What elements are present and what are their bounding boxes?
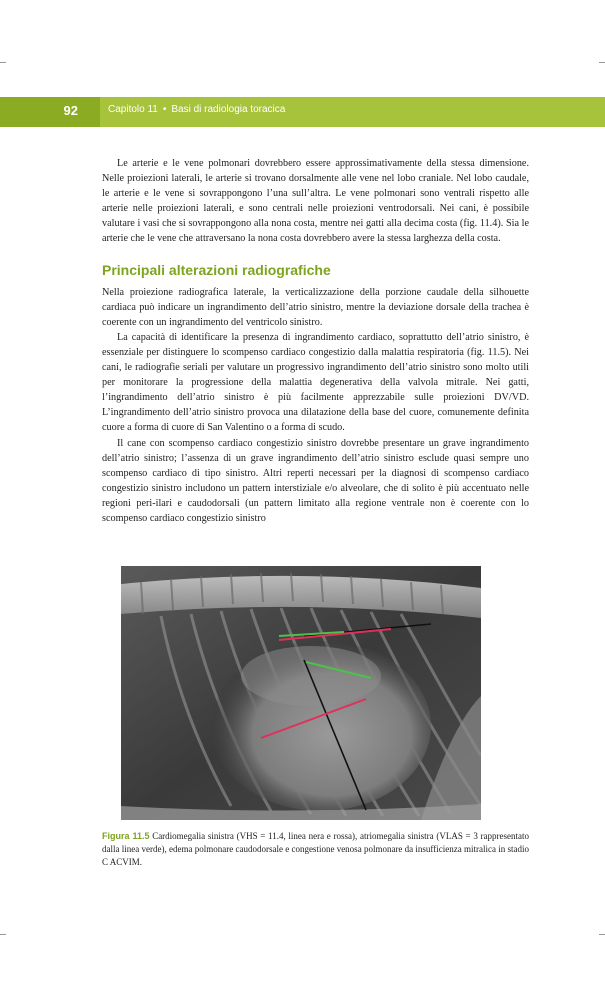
paragraph: La capacità di identificare la presenza di ingrandimento cardiaco, soprattutto dell’atrio sinistro, è essenziale per distinguere lo scompenso cardiaco congestizio dalla malattia respiratoria (fig. 11.5). Nei cani, le radiografie seriali per valutare un progressivo ingrandimento dell’atrio sinistro sono molto utili per monitorare la progressione della malattia degenerativa della valvola mitrale. Nei gatti, l’ingrandimento dell’atrio sinistro è più facilmente apprezzabile sulle proiezioni DV/VD. L’ingrandimento dell’atrio sinistro provoca una dilatazione della base del cuore, comunemente definita cuore a forma di cuore di San Valentino o a forma di scudo. <box>102 331 529 434</box>
paragraph: Nella proiezione radiografica laterale, la verticalizzazione della porzione caudale della silhouette cardiaca può indicare un ingrandimento dell’atrio sinistro, mentre la deviazione dorsale della trachea è coerente con un ingrandimento del ventricolo sinistro. <box>102 286 529 328</box>
radiograph-figure <box>121 566 481 820</box>
radiograph-image <box>121 566 481 820</box>
header-separator: • <box>162 104 167 115</box>
page-number: 92 <box>63 103 78 118</box>
main-text <box>102 156 529 526</box>
chapter-title: Basi di radiologia toracica <box>171 104 286 115</box>
chapter-label: Capitolo 11 <box>108 104 158 115</box>
crop-mark <box>0 934 6 935</box>
crop-mark <box>599 934 605 935</box>
paragraph: Il cane con scompenso cardiaco congestizio sinistro dovrebbe presentare un grave ingrandimento dell’atrio sinistro; l’assenza di un grave ingrandimento dell’atrio sinistro esclude quasi sempre uno scompenso cardiaco di tipo sinistro. Altri reperti necessari per la diagnosi di scompenso cardiaco congestizio sinistro includono un pattern interstiziale e/o alveolare, che di solito è più accentuato nelle regioni peri-ilari e caudodorsali (un pattern limitato alla regione ventrale non è coerente con lo scompenso cardiaco congestizio sinistro <box>102 437 529 524</box>
figure-caption-text: Cardiomegalia sinistra (VHS = 11.4, linea nera e rossa), atriomegalia sinistra (VLAS = 3 rappresentato dalla linea verde), edema polmonare caudodorsale e congestione venosa polmonare da insufficienza mitralica in stadio C ACVIM. <box>102 831 529 867</box>
figure-caption <box>102 830 529 869</box>
figure-label: Figura 11.5 <box>102 831 150 841</box>
crop-mark <box>599 62 605 63</box>
crop-mark <box>0 62 6 63</box>
page-number-box <box>0 97 100 127</box>
paragraph: Le arterie e le vene polmonari dovrebbero essere approssimativamente della stessa dimensione. Nelle proiezioni laterali, le arterie si trovano dorsalmente alle vene nel lobo craniale. Nel lobo caudale, le arterie e le vene si sovrappongono l’una sull’altra. Le vene polmonari sono ventrali rispetto alle arterie nelle proiezioni laterali, e sono centrali nelle proiezioni ventrodorsali. Nei cani, è possibile valutare i vasi che si sovrappongono alla nona costa, mentre nei gatti alla decima costa (fig. 11.4). Sia le arterie che le vene che attraversano la nona costa dovrebbero avere la stessa larghezza della costa. <box>102 158 529 245</box>
section-heading: Principali alterazioni radiografiche <box>102 261 331 278</box>
running-header-text <box>108 104 285 115</box>
